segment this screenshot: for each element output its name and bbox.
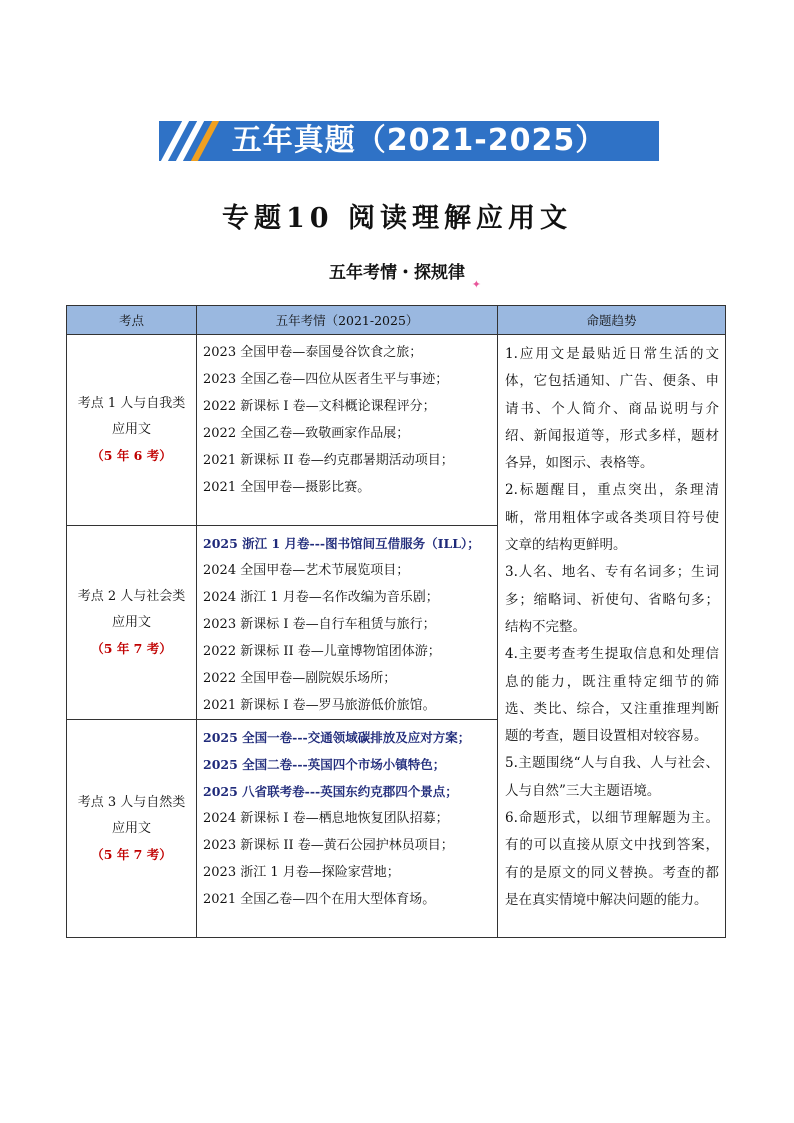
exam-item: 2024 新课标 I 卷—栖息地恢复团队招募； <box>203 811 449 826</box>
exams-cell <box>197 720 498 938</box>
exam-item: 2023 浙江 1 月卷—探险家营地； <box>203 865 400 880</box>
kp-label: 应用文 <box>111 422 151 437</box>
kp-label: 考点 2 人与社会类 <box>77 588 186 604</box>
kp-label: 应用文 <box>111 820 151 836</box>
topic-title: 专题10 阅读理解应用文 <box>222 203 572 234</box>
section-title-text: 五年考情・探规律 <box>329 263 465 283</box>
exam-item: 2022 新课标 I 卷—文科概论课程评分； <box>203 399 436 414</box>
kp-label: 考点 1 人与自我类 <box>77 396 186 411</box>
exam-item: 2021 新课标 II 卷—约克郡暑期活动项目； <box>203 453 454 468</box>
exam-item-new: 2025 全国一卷---交通领域碳排放及应对方案； <box>203 730 471 745</box>
section-heading <box>0 256 794 291</box>
exams-cell <box>197 526 498 720</box>
exam-item: 2023 全国乙卷—四位从医者生平与事迹； <box>203 372 449 387</box>
kp-cell <box>67 335 197 526</box>
exam-item: 2024 浙江 1 月卷—名作改编为音乐剧； <box>203 590 439 605</box>
kp-count: （5 年 7 考） <box>91 640 172 656</box>
section-title <box>321 256 481 291</box>
trend-item: 3.人名、地名、专有名词多；生词多；缩略词、祈使句、省略句多；结构不完整。 <box>505 564 719 635</box>
trend-cell <box>498 335 726 938</box>
kp-count: （5 年 6 考） <box>91 448 172 463</box>
exam-item-new: 2025 全国二卷---英国四个市场小镇特色； <box>203 757 446 772</box>
exam-item: 2022 全国乙卷—致敬画家作品展； <box>203 426 410 441</box>
exams-cell <box>197 335 498 526</box>
table-row <box>67 335 726 526</box>
trend-item: 2.标题醒目，重点突出，条理清晰，常用粗体字或各类项目符号使文章的结构更鲜明。 <box>505 482 719 554</box>
exam-item: 2022 新课标 II 卷—儿童博物馆团体游； <box>203 644 441 659</box>
title-banner <box>159 121 659 161</box>
header-trend: 命题趋势 <box>498 306 726 335</box>
header-kp: 考点 <box>67 306 197 335</box>
sparkle-icon: ✦ <box>471 278 481 291</box>
header-exams: 五年考情（2021-2025） <box>197 306 498 335</box>
kp-count: （5 年 7 考） <box>91 846 172 862</box>
exam-item: 2021 全国乙卷—四个在用大型体育场。 <box>203 892 436 907</box>
exam-table <box>66 305 726 938</box>
trend-item: 5.主题围绕“人与自我、人与社会、人与自然”三大主题语境。 <box>505 755 719 799</box>
kp-cell <box>67 526 197 720</box>
exam-item: 2021 新课标 I 卷—罗马旅游低价旅馆。 <box>203 698 436 713</box>
trend-item: 6.命题形式，以细节理解题为主。有的可以直接从原文中找到答案，有的是原文的同义替换。考查的都是在真实情境中解决问题的能力。 <box>505 810 719 908</box>
exam-item: 2024 全国甲卷—艺术节展览项目； <box>203 563 410 578</box>
exam-item: 2022 全国甲卷—剧院娱乐场所； <box>203 671 397 686</box>
exam-item-new: 2025 浙江 1 月卷---图书馆间互借服务（ILL）； <box>203 536 480 551</box>
banner-title: 五年真题（2021-2025） <box>231 123 607 158</box>
table-header-row <box>67 306 726 335</box>
kp-label: 考点 3 人与自然类 <box>77 794 186 810</box>
exam-item: 2023 新课标 II 卷—黄石公园护林员项目； <box>203 838 454 853</box>
trend-item: 1.应用文是最贴近日常生活的文体，它包括通知、广告、便条、申请书、个人简介、商品说明与介绍、新闻报道等，形式多样，题材各异，如图示、表格等。 <box>505 346 719 472</box>
exam-item: 2023 新课标 I 卷—自行车租赁与旅行； <box>203 617 436 632</box>
kp-cell <box>67 720 197 938</box>
exam-item: 2021 全国甲卷—摄影比赛。 <box>203 480 371 495</box>
kp-label: 应用文 <box>111 614 151 630</box>
exam-item: 2023 全国甲卷—泰国曼谷饮食之旅； <box>203 345 423 360</box>
trend-item: 4.主要考查考生提取信息和处理信息的能力，既注重特定细节的筛选、类比、综合，又注重推理判断题的考查，题目设置相对较容易。 <box>505 646 719 745</box>
exam-item-new: 2025 八省联考卷---英国东约克郡四个景点； <box>203 784 458 799</box>
